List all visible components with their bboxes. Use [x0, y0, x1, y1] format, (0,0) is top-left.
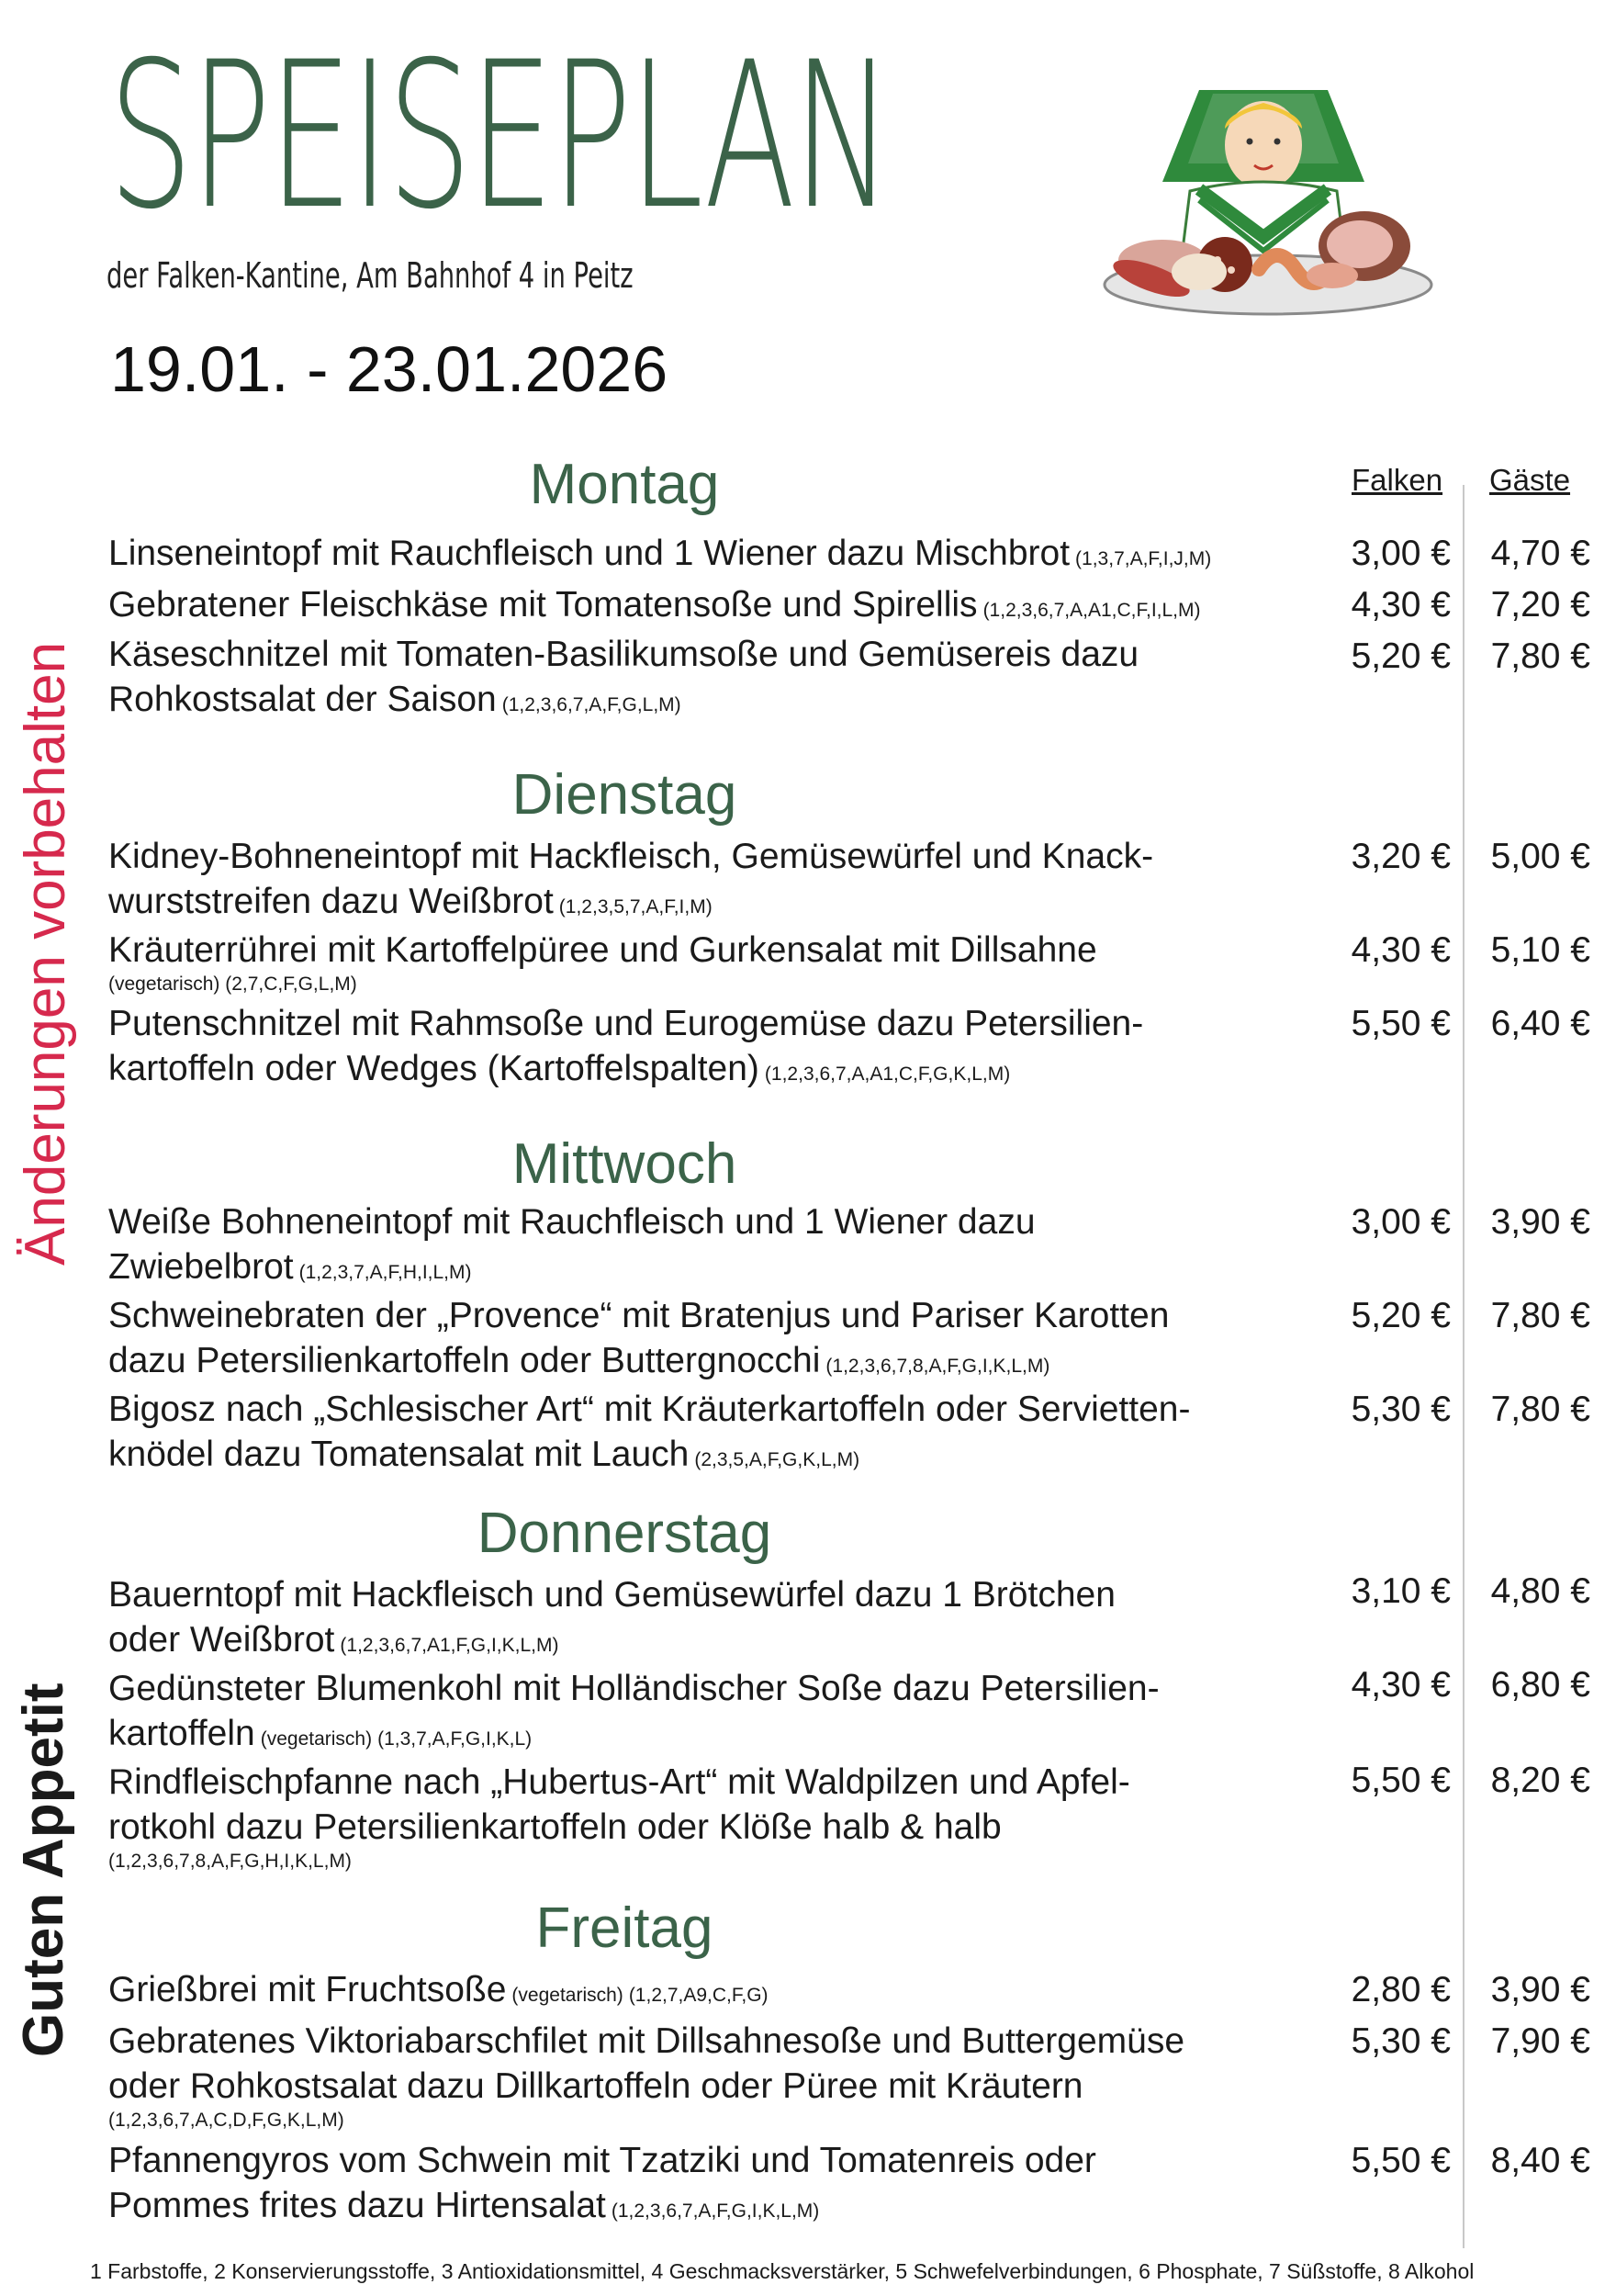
price-gaeste: 3,90 €	[1490, 1970, 1590, 2009]
canteen-address: der Falken-Kantine, Am Bahnhof 4 in Peitz	[107, 255, 634, 296]
butcher-girl-with-sausage-platter-icon	[1098, 81, 1438, 320]
price-falken: 3,00 €	[1351, 1202, 1451, 1242]
price-falken: 5,50 €	[1351, 2141, 1451, 2180]
menu-item: Gebratenes Viktoriabarschfilet mit Dillsahnesoße und Buttergemüse oder Rohkostsalat dazu Dillkartoffeln oder Püree mit Kräutern (1,2,3,6,7,A,C,D,F,G,K,L,M)	[108, 2021, 1185, 2131]
price-gaeste: 6,80 €	[1490, 1665, 1590, 1705]
price-gaeste: 8,40 €	[1490, 2141, 1590, 2180]
price-gaeste: 7,80 €	[1490, 1390, 1590, 1429]
day-heading-mittwoch: Mittwoch	[511, 1132, 737, 1196]
price-gaeste: 7,20 €	[1490, 585, 1590, 625]
menu-item: Bauerntopf mit Hackfleisch und Gemüsewürfel dazu 1 Brötchen oder Weißbrot (1,2,3,6,7,A1,F,G,I,K,L,M)	[108, 1575, 1116, 1660]
price-gaeste: 7,80 €	[1490, 636, 1590, 676]
price-gaeste: 7,90 €	[1490, 2021, 1590, 2061]
menu-item: Pfannengyros vom Schwein mit Tzatziki und Tomatenreis oder Pommes frites dazu Hirtensalat (1,2,3,6,7,A,F,G,I,K,L,M)	[108, 2141, 1096, 2225]
day-heading-montag: Montag	[529, 453, 720, 516]
day-heading-freitag: Freitag	[535, 1896, 713, 1960]
menu-item: Bigosz nach „Schlesischer Art“ mit Kräuterkartoffeln oder Servietten- knödel dazu Tomatensalat mit Lauch (2,3,5,A,F,G,K,L,M)	[108, 1390, 1191, 1474]
price-gaeste: 4,80 €	[1490, 1571, 1590, 1611]
price-gaeste: 4,70 €	[1490, 534, 1590, 573]
menu-item: Schweinebraten der „Provence“ mit Bratenjus und Pariser Karotten dazu Petersilienkartoffeln oder Buttergnocchi (1,2,3,6,7,8,A,F,G,I,K,L,M)	[108, 1296, 1170, 1380]
menu-item: Rindfleischpfanne nach „Hubertus-Art“ mit Waldpilzen und Apfel- rotkohl dazu Petersilienkartoffeln oder Klöße halb & halb (1,2,3,6,7,8,A,F,G,H,I,K,L,M)	[108, 1762, 1130, 1872]
allergen-legend: 1 Farbstoffe, 2 Konservierungsstoffe, 3 Antioxidationsmittel, 4 Geschmacksverstärker, 5 Schwefelverbindungen, 6 Phosphate, 7 Süßstoffe, 8 Alkohol	[90, 2259, 1475, 2283]
column-header-falken: Falken	[1352, 463, 1443, 497]
menu-item: Kräuterrührei mit Kartoffelpüree und Gurkensalat mit Dillsahne (vegetarisch) (2,7,C,F,G,L,M)	[108, 930, 1097, 995]
menu-item: Gedünsteter Blumenkohl mit Holländischer Soße dazu Petersilien- kartoffeln (vegetarisch) (1,3,7,A,F,G,I,K,L)	[108, 1669, 1160, 1753]
menu-item: Weiße Bohneneintopf mit Rauchfleisch und 1 Wiener dazu Zwiebelbrot (1,2,3,7,A,F,H,I,L,M)	[108, 1202, 1036, 1287]
menu-item: Grießbrei mit Fruchtsoße (vegetarisch) (1,2,7,A9,C,F,G)	[108, 1970, 769, 2009]
price-falken: 4,30 €	[1351, 930, 1451, 970]
price-falken: 3,10 €	[1351, 1571, 1451, 1611]
menu-item: Linseneintopf mit Rauchfleisch und 1 Wiener dazu Mischbrot (1,3,7,A,F,I,J,M)	[108, 534, 1212, 573]
price-falken: 5,50 €	[1351, 1004, 1451, 1043]
price-falken: 5,20 €	[1351, 636, 1451, 676]
enjoy-meal-note: Guten Appetit	[12, 1683, 75, 2057]
price-gaeste: 5,10 €	[1490, 930, 1590, 970]
day-heading-dienstag: Dienstag	[511, 763, 737, 827]
price-falken: 3,00 €	[1351, 534, 1451, 573]
price-gaeste: 6,40 €	[1490, 1004, 1590, 1043]
price-falken: 5,30 €	[1351, 1390, 1451, 1429]
price-gaeste: 7,80 €	[1490, 1296, 1590, 1335]
day-heading-donnerstag: Donnerstag	[477, 1502, 772, 1565]
price-gaeste: 8,20 €	[1490, 1761, 1590, 1800]
price-falken: 5,30 €	[1351, 2021, 1451, 2061]
date-range: 19.01. - 23.01.2026	[110, 333, 668, 405]
price-gaeste: 5,00 €	[1490, 837, 1590, 876]
price-gaeste: 3,90 €	[1490, 1202, 1590, 1242]
menu-item: Putenschnitzel mit Rahmsoße und Eurogemüse dazu Petersilien- kartoffeln oder Wedges (Kartoffelspalten) (1,2,3,6,7,A,A1,C,F,G,K,L,M)	[108, 1004, 1144, 1088]
menu-item: Gebratener Fleischkäse mit Tomatensoße und Spirellis (1,2,3,6,7,A,A1,C,F,I,L,M)	[108, 585, 1201, 625]
price-falken: 4,30 €	[1351, 585, 1451, 625]
menu-item: Käseschnitzel mit Tomaten-Basilikumsoße und Gemüsereis dazu Rohkostsalat der Saison (1,2,3,6,7,A,F,G,L,M)	[108, 635, 1139, 719]
changes-reserved-note: Änderungen vorbehalten	[14, 641, 77, 1266]
column-header-gaeste: Gäste	[1489, 463, 1571, 497]
price-falken: 5,20 €	[1351, 1296, 1451, 1335]
menu-item: Kidney-Bohneneintopf mit Hackfleisch, Gemüsewürfel und Knack- wurststreifen dazu Weißbrot (1,2,3,5,7,A,F,I,M)	[108, 837, 1154, 921]
price-falken: 3,20 €	[1351, 837, 1451, 876]
price-falken: 4,30 €	[1351, 1665, 1451, 1705]
price-falken: 5,50 €	[1351, 1761, 1451, 1800]
page-title: SPEISEPLAN	[108, 18, 891, 253]
price-falken: 2,80 €	[1351, 1970, 1451, 2009]
